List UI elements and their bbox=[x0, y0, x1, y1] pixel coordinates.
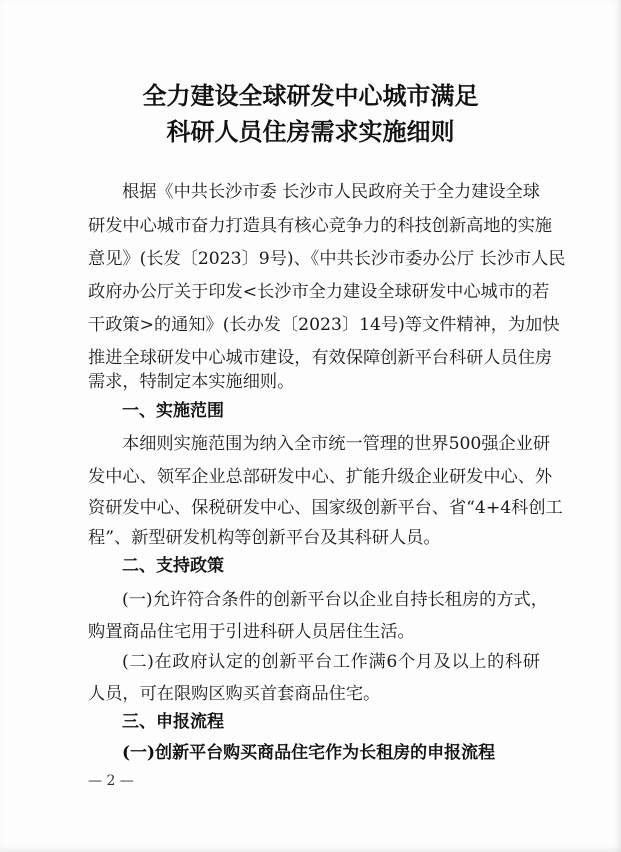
section-heading-policy: 二、支持政策 bbox=[122, 556, 224, 576]
intro-line: 研发中心城市奋力打造具有核心竞争力的科技创新高地的实施 bbox=[88, 216, 553, 236]
section-heading-scope: 一、实施范围 bbox=[122, 401, 224, 421]
scope-line: 程”、新型研发机构等创新平台及其科研人员。 bbox=[88, 528, 441, 548]
policy-item-line: (二)在政府认定的创新平台工作满6个月及以上的科研 bbox=[122, 652, 540, 672]
intro-line: 意见》(长发〔2023〕9号)、《中共长沙市委办公厅 长沙市人民 bbox=[88, 249, 566, 269]
scope-line: 发中心、领军企业总部研发中心、扩能升级企业研发中心、外 bbox=[88, 467, 553, 487]
intro-line: 政府办公厅关于印发<长沙市全力建设全球研发中心城市的若 bbox=[88, 282, 550, 302]
intro-line: 推进全球研发中心城市建设，有效保障创新平台科研人员住房 bbox=[88, 348, 553, 368]
document-title-line-1: 全力建设全球研发中心城市满足 bbox=[142, 81, 479, 110]
intro-line: 需求，特制定本实施细则。 bbox=[88, 372, 295, 392]
page-number: — 2 — bbox=[88, 773, 134, 789]
process-subheading: (一)创新平台购买商品住宅作为长租房的申报流程 bbox=[122, 743, 496, 763]
scope-line: 本细则实施范围为纳入全市统一管理的世界500强企业研 bbox=[122, 434, 551, 454]
scope-line: 资研发中心、保税研发中心、国家级创新平台、省“4+4科创工 bbox=[88, 498, 563, 518]
document-title-line-2: 科研人员住房需求实施细则 bbox=[166, 117, 455, 146]
intro-line: 根据《中共长沙市委 长沙市人民政府关于全力建设全球 bbox=[122, 182, 540, 202]
section-heading-process: 三、申报流程 bbox=[122, 712, 224, 732]
policy-item-line: (一)允许符合条件的创新平台以企业自持长租房的方式， bbox=[122, 590, 548, 610]
intro-line: 干政策>的通知》(长办发〔2023〕14号)等文件精神，为加快 bbox=[88, 315, 560, 335]
policy-item-line: 购置商品住宅用于引进科研人员居住生活。 bbox=[88, 622, 415, 642]
policy-item-line: 人员，可在限购区购买首套商品住宅。 bbox=[88, 684, 381, 704]
